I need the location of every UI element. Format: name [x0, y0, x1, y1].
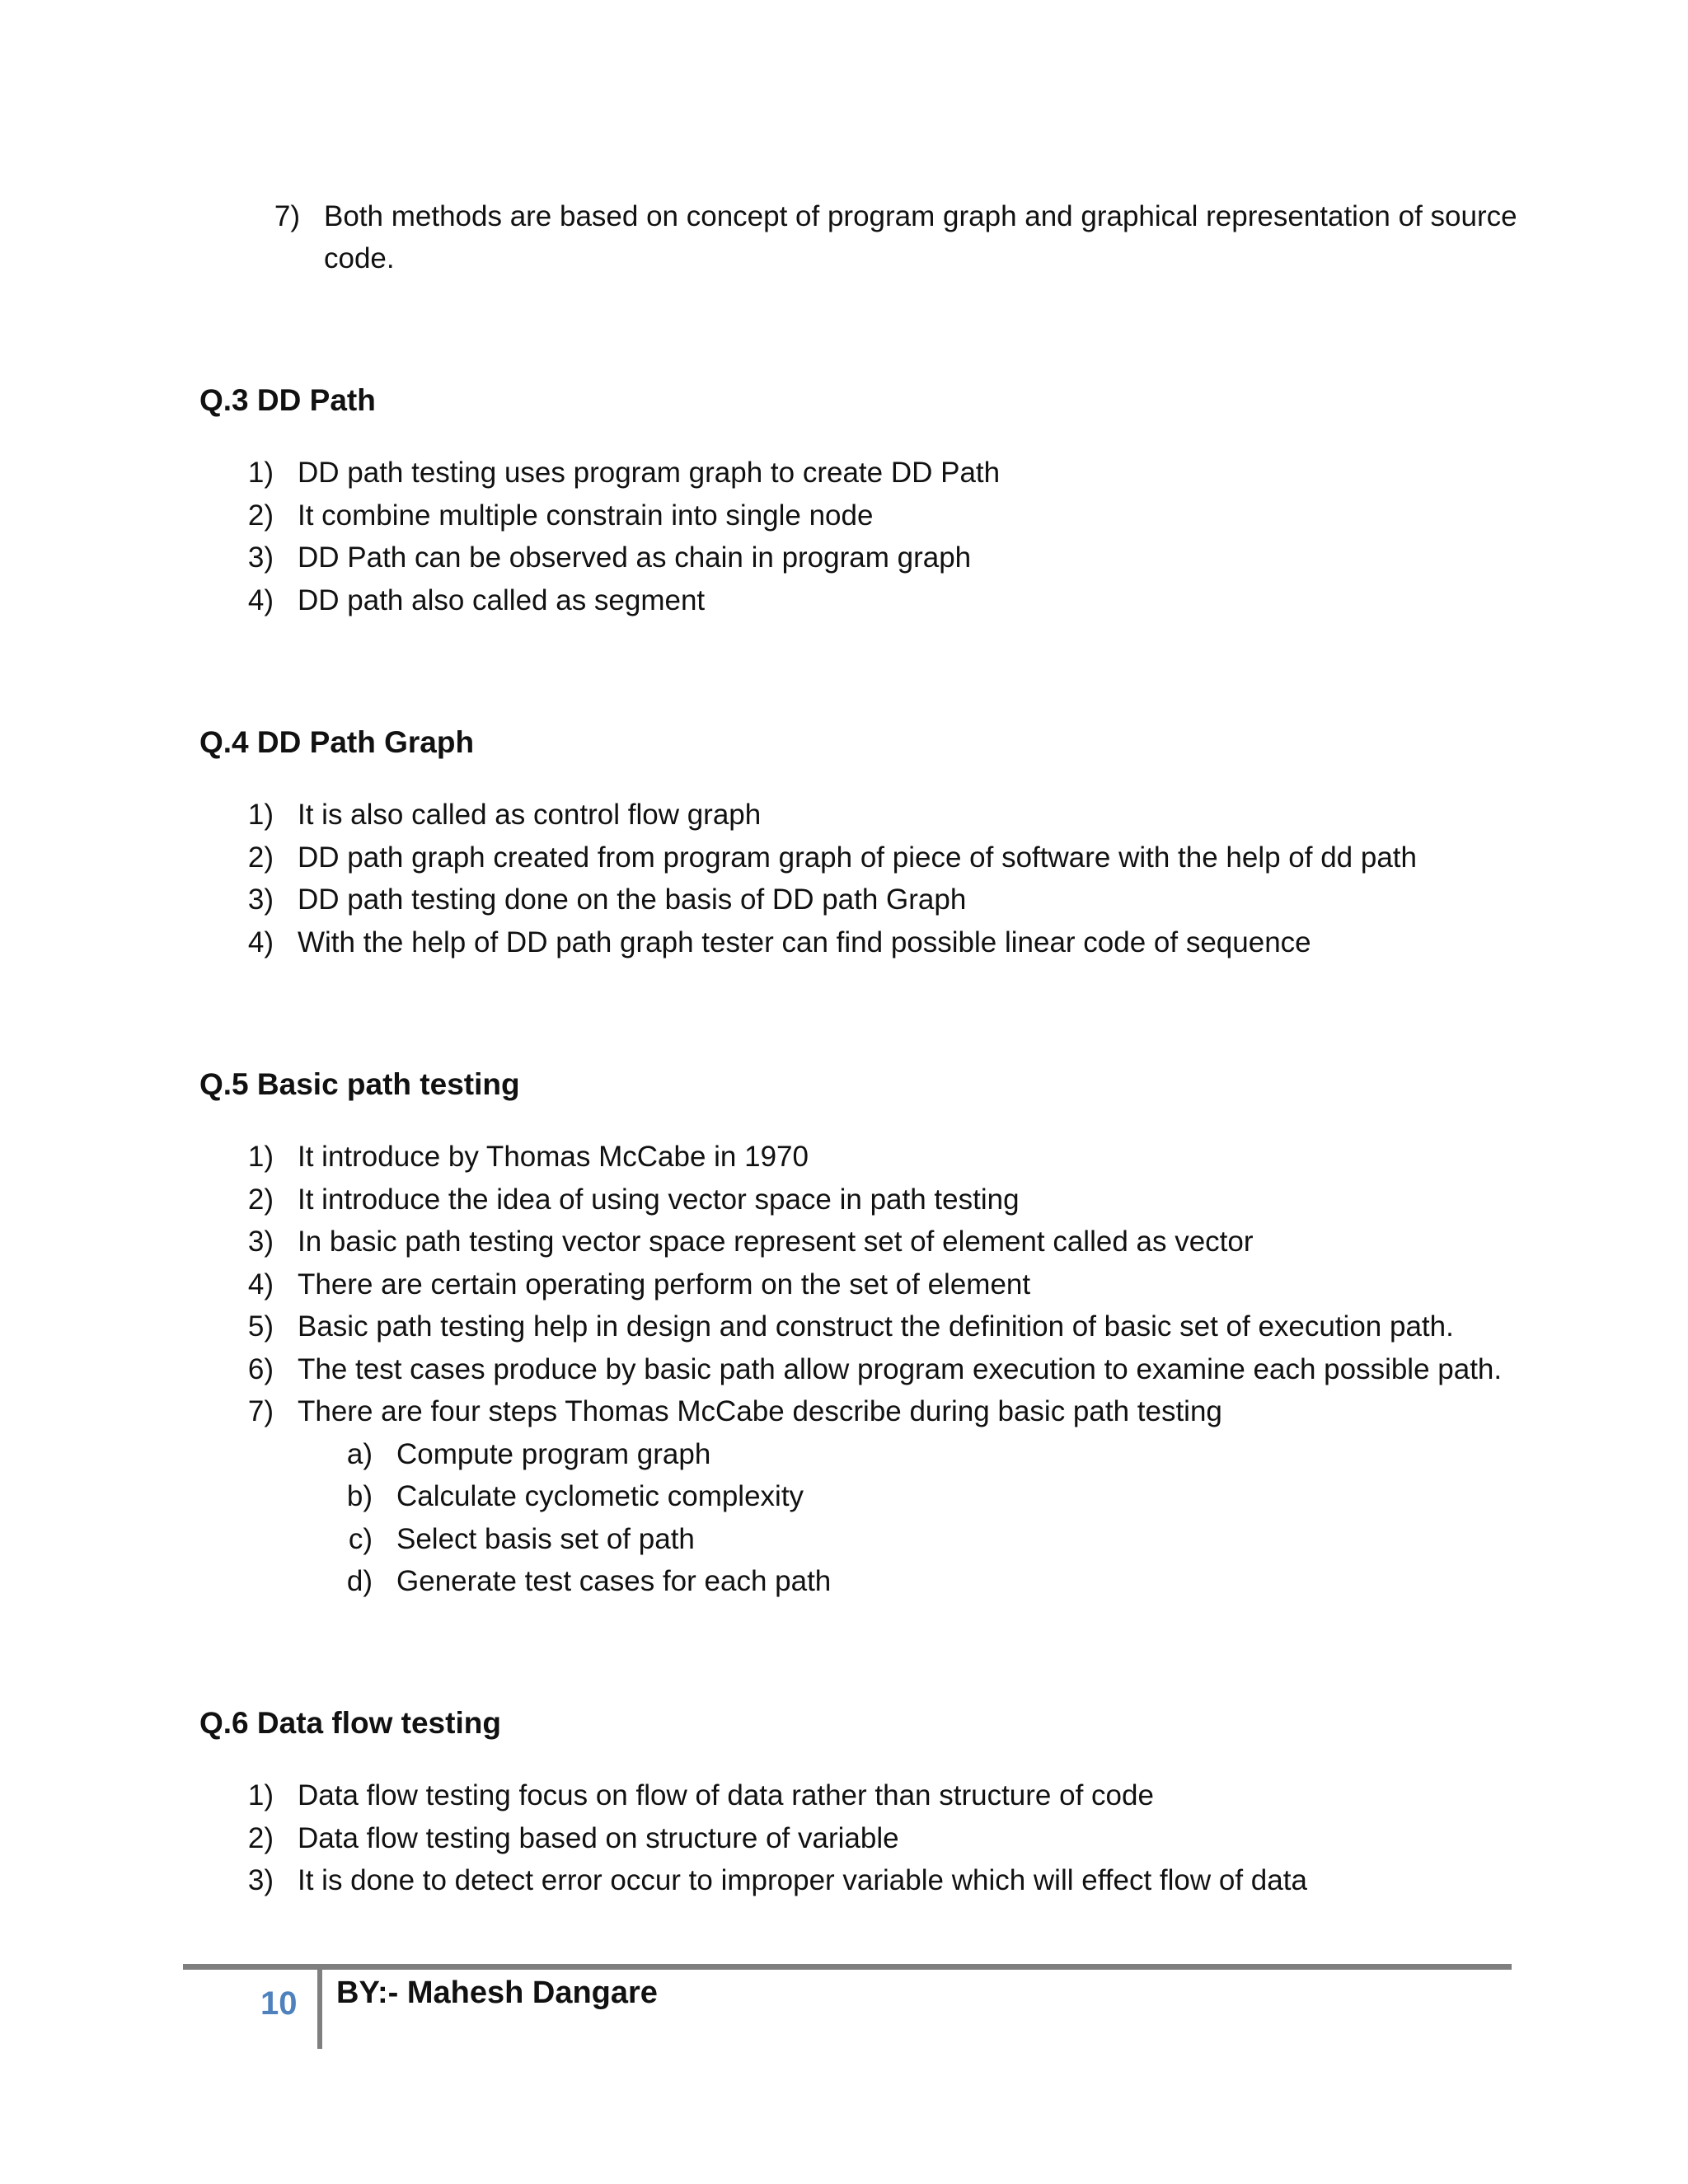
sublist-marker: d): [346, 1565, 373, 1597]
list-item-text: DD path also called as segment: [298, 584, 706, 616]
list-item-text: In basic path testing vector space represent set of element called as vector: [298, 1226, 1254, 1258]
list-marker: 7): [247, 1395, 274, 1427]
list-item-text: Data flow testing focus on flow of data rather than structure of code: [298, 1779, 1154, 1811]
list-marker: 4): [247, 584, 274, 616]
list-item-text: Basic path testing help in design and construct the definition of basic set of execution path.: [298, 1310, 1454, 1343]
footer-author: BY:- Mahesh Dangare: [336, 1975, 658, 2010]
list-marker: 3): [247, 1864, 274, 1896]
list-item-text: The test cases produce by basic path allow program execution to examine each possible path.: [298, 1353, 1503, 1385]
list-marker: 2): [247, 1822, 274, 1854]
section-heading: Q.3 DD Path: [199, 383, 376, 417]
list-marker: 4): [247, 926, 274, 958]
list-item-text: There are certain operating perform on the set of element: [298, 1268, 1031, 1301]
list-marker: 3): [247, 1226, 274, 1258]
list-marker: 4): [247, 1268, 274, 1301]
footer-rule: [183, 1964, 1512, 1970]
list-item-text: It is done to detect error occur to improper variable which will effect flow of data: [298, 1864, 1307, 1896]
sublist-marker: c): [348, 1523, 373, 1555]
list-marker: 2): [247, 1183, 274, 1216]
list-item-text: Data flow testing based on structure of variable: [298, 1822, 899, 1854]
list-marker: 3): [247, 883, 274, 916]
list-marker: 1): [247, 1779, 274, 1811]
list-item-text: DD Path can be observed as chain in program graph: [298, 541, 972, 574]
section-heading: Q.5 Basic path testing: [199, 1067, 520, 1101]
list-marker: 1): [247, 457, 274, 489]
sublist-marker: a): [346, 1438, 373, 1470]
list-marker: 1): [247, 799, 274, 831]
list-marker: 7): [274, 200, 300, 232]
list-item-text: DD path testing done on the basis of DD path Graph: [298, 883, 967, 916]
list-item-text: DD path graph created from program graph of piece of software with the help of dd path: [298, 841, 1417, 874]
list-marker: 3): [247, 541, 274, 574]
list-item-text: With the help of DD path graph tester can find possible linear code of sequence: [298, 926, 1311, 958]
page-number: 10: [260, 1985, 298, 2022]
list-item-text-continued: code.: [324, 242, 395, 274]
list-marker: 2): [247, 499, 274, 532]
list-item-text: It introduce by Thomas McCabe in 1970: [298, 1141, 809, 1173]
list-item-text: It combine multiple constrain into single node: [298, 499, 874, 532]
list-marker: 2): [247, 841, 274, 874]
list-marker: 1): [247, 1141, 274, 1173]
footer-divider: [317, 1970, 322, 2049]
sublist-item-text: Compute program graph: [396, 1438, 711, 1470]
section-heading: Q.4 DD Path Graph: [199, 725, 475, 759]
sublist-marker: b): [346, 1480, 373, 1512]
list-marker: 5): [247, 1310, 274, 1343]
sublist-item-text: Calculate cyclometic complexity: [396, 1480, 804, 1512]
list-item-text: DD path testing uses program graph to create DD Path: [298, 457, 1001, 489]
list-item-text: Both methods are based on concept of program graph and graphical representation of source: [324, 200, 1517, 232]
list-item-text: It introduce the idea of using vector space in path testing: [298, 1183, 1020, 1216]
section-heading: Q.6 Data flow testing: [199, 1706, 501, 1740]
list-marker: 6): [247, 1353, 274, 1385]
sublist-item-text: Select basis set of path: [396, 1523, 695, 1555]
sublist-item-text: Generate test cases for each path: [396, 1565, 832, 1597]
list-item-text: There are four steps Thomas McCabe describe during basic path testing: [298, 1395, 1222, 1427]
list-item-text: It is also called as control flow graph: [298, 799, 762, 831]
